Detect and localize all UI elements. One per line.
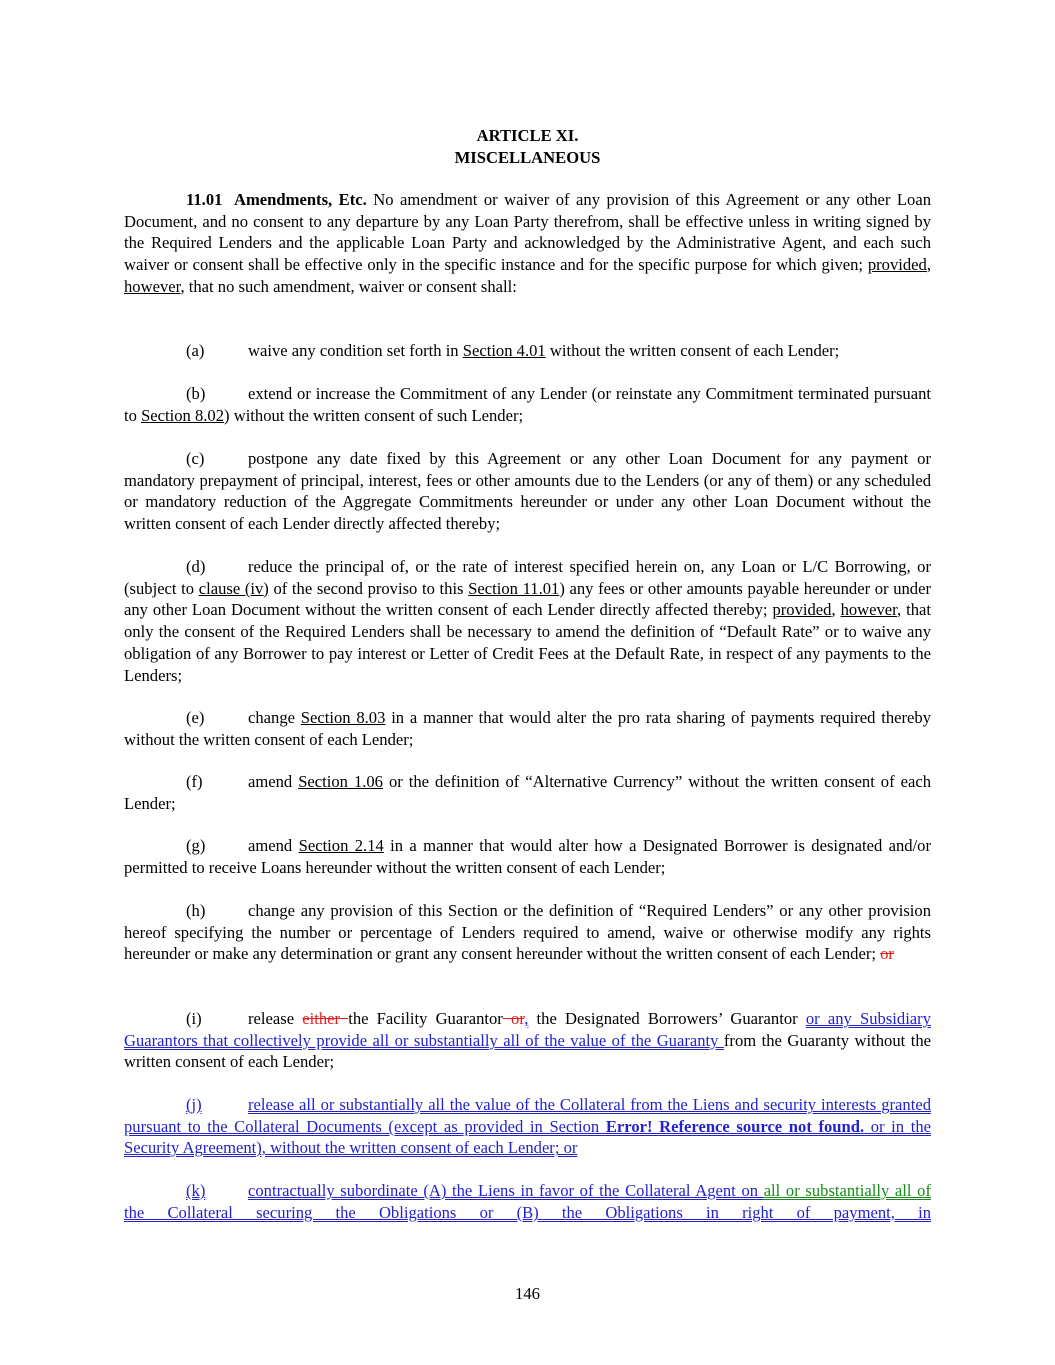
clause-text: , <box>831 600 841 620</box>
clause-text: change <box>248 708 301 727</box>
provided-term: provided <box>772 600 832 620</box>
article-title: MISCELLANEOUS <box>454 147 601 167</box>
section-reference: Section 1.06 <box>298 772 383 791</box>
section-reference: Section 8.03 <box>300 708 386 727</box>
clause-i <box>124 1008 931 1073</box>
clause-reference: clause (iv) <box>198 578 269 598</box>
clause-label: (a) <box>186 341 205 360</box>
clause-text: change any provision of this Section or the definition of “Required Lenders” or any other provision hereof specifying the number or percentage of Lenders required to amend, waive or otherwise modify any rights hereunder or make any determination or grant any consent hereunder without the written consent of each Lender; <box>124 901 931 964</box>
clause-text: waive any condition set forth in <box>248 341 463 360</box>
section-reference: Section 2.14 <box>298 836 384 855</box>
section-intro-text: No amendment or waiver of any provision of this Agreement or any other Loan Document, and no consent to any departure by any Loan Party therefrom, shall be effective unless in writing signed by the Required Lenders and the applicable Loan Party and acknowledged by the Administrative Agent, and each such waiver or consent shall be effective only in the specific instance and for the specific purpose for which given; <box>124 190 931 275</box>
however-term: however <box>124 276 181 296</box>
moved-text: all or substantially all of <box>763 1181 931 1200</box>
inserted-text: the Collateral securing the Obligations or (B) the Obligations in right of payment, in <box>124 1202 931 1222</box>
article-number: ARTICLE XI. <box>476 126 579 145</box>
clause-text: without the written consent of each Lender; <box>545 341 840 360</box>
clause-b <box>124 383 931 426</box>
clause-label: (e) <box>186 708 205 727</box>
clause-label: (i) <box>186 1009 202 1028</box>
clause-text: extend or increase the Commitment of any Lender (or reinstate any Commitment terminated pursuant to <box>124 384 931 425</box>
clause-label: (g) <box>186 836 206 855</box>
clause-g <box>124 835 931 878</box>
clause-text: ) any fees or other amounts payable hereunder or under any other Loan Document without the written consent of each Lender directly affected thereby; <box>124 578 931 620</box>
clause-text: of the second proviso to this <box>268 578 469 598</box>
clause-j <box>124 1094 931 1159</box>
clause-text: ) without the written consent of such Lender; <box>224 405 524 425</box>
provided-term: provided <box>867 255 927 275</box>
clause-text: release <box>248 1009 303 1028</box>
inserted-text: contractually subordinate (A) the Liens in favor of the Collateral Agent on <box>248 1181 764 1200</box>
inserted-text: or any Subsidiary Guarantors that collectively provide all or substantially all of the value of the Guaranty <box>124 1009 931 1050</box>
clause-e <box>124 707 931 750</box>
clause-label: (k) <box>186 1181 206 1200</box>
clause-h <box>124 900 931 965</box>
section-number: 11.01 <box>186 190 223 209</box>
clause-text: reduce the principal of, or the rate of interest specified herein on, any Loan or L/C Borrowing, or (subject to <box>124 557 931 598</box>
clause-label: (f) <box>186 772 203 791</box>
clause-text: amend <box>248 836 299 855</box>
deleted-text: or <box>880 944 894 964</box>
clause-a <box>124 340 931 362</box>
section-reference: Section 11.01 <box>468 578 560 598</box>
clause-text: from the Guaranty without the written consent of each Lender; <box>124 1030 931 1072</box>
clause-label: (c) <box>186 449 205 468</box>
clause-label: (j) <box>186 1095 202 1114</box>
deleted-text: either <box>302 1009 349 1028</box>
clause-k <box>124 1180 931 1223</box>
deleted-text: or <box>502 1009 525 1028</box>
clause-text: or the definition of “Alternative Currency” without the written consent of each Lender; <box>124 772 931 813</box>
section-reference: Section 4.01 <box>462 341 546 360</box>
clause-label: (b) <box>186 384 206 403</box>
clause-d <box>124 556 931 686</box>
however-term: however <box>840 600 898 620</box>
inserted-text: , <box>524 1009 529 1028</box>
clause-text: the Facility Guarantor <box>348 1009 503 1028</box>
section-reference: Section 8.02 <box>141 405 225 425</box>
section-intro-end: , that no such amendment, waiver or consent shall: <box>180 276 517 296</box>
clause-text: the Designated Borrowers’ Guarantor <box>528 1009 806 1028</box>
page-number: 146 <box>515 1284 540 1303</box>
clause-c <box>124 448 931 535</box>
clause-text: amend <box>248 772 299 791</box>
reference-error: Error! Reference source not found. <box>605 1116 865 1136</box>
clause-text: in a manner that would alter how a Designated Borrower is designated and/or permitted to receive Loans hereunder without the written consent of each Lender; <box>124 836 932 877</box>
clause-text: postpone any date fixed by this Agreement or any other Loan Document for any payment or mandatory prepayment of principal, interest, fees or other amounts due to the Lenders (or any of them) or any scheduled or mandatory reduction of the Aggregate Commitments hereunder or under any other Loan Document without the written consent of each Lender directly affected thereby; <box>124 449 931 534</box>
inserted-text: or in the Security Agreement), without the written consent of each Lender; or <box>124 1116 931 1158</box>
section-heading: Amendments, Etc. <box>234 190 367 209</box>
clause-text: in a manner that would alter the pro rata sharing of payments required thereby without the written consent of each Lender; <box>124 708 931 749</box>
clause-label: (h) <box>186 901 206 920</box>
inserted-text: release all or substantially all the value of the Collateral from the Liens and security interests granted pursuant to the Collateral Documents (except as provided in Section <box>124 1095 931 1136</box>
article-heading <box>124 125 931 168</box>
clause-text: , that only the consent of the Required Lenders shall be necessary to amend the definition of “Default Rate” or to waive any obligation of any Borrower to pay interest or Letter of Credit Fees at the Default Rate, in respect of any payments to the Lenders; <box>124 600 932 685</box>
clause-f <box>124 771 931 814</box>
section-11-01: 11.01 Amendments, Etc. No amendment or waiver of any provision of this Agreement or any other Loan Document, and no consent to any departure by any Loan Party therefrom, shall be effective unless in writing signed by the Required Lenders and the applicable Loan Party and acknowledged by the Administrative Agent, and each such waiver or consent shall be effective only in the specific instance and for the specific purpose for which given; provided, however, that no such amendment, waiver or consent shall: <box>124 190 931 296</box>
clause-label: (d) <box>186 557 206 576</box>
